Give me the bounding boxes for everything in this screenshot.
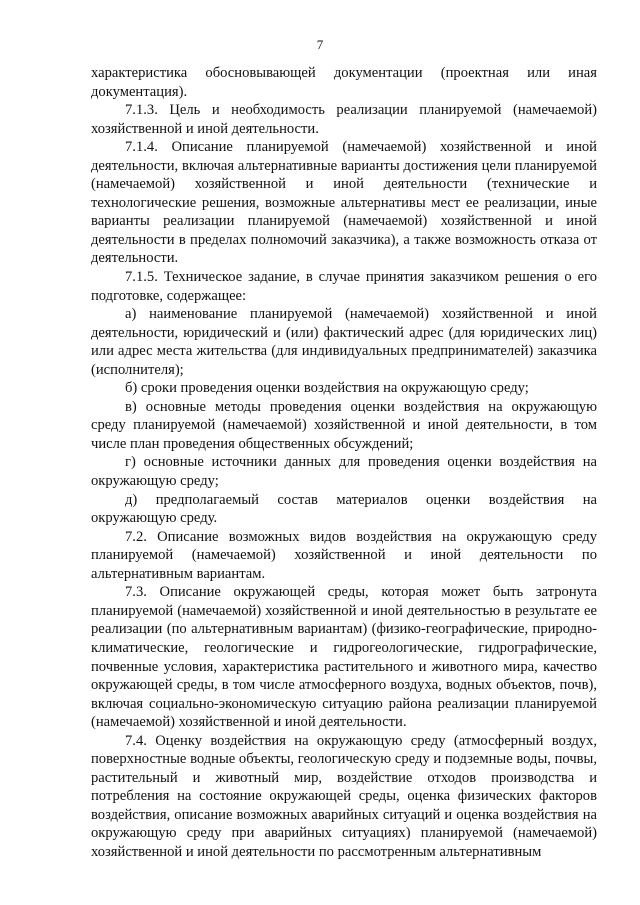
paragraph-7-3: 7.3. Описание окружающей среды, которая может быть затронута планируемой (намечаемой) хозяйственной и иной деятельностью в результате ее реализации (по альтернативным вариантам) (физико-географические, природно-климатические, геологические и гидрогеологические, гидрографические, почвенные условия, характеристика растительного и животного мира, качество окружающей среды, в том числе атмосферного воздуха, водных объектов, почв), включая социально-экономическую ситуацию района реализации планируемой (намечаемой) хозяйственной и иной деятельности. — [91, 584, 597, 731]
list-item-b: б) сроки проведения оценки воздействия на окружающую среду; — [125, 380, 529, 397]
paragraph-7-4: 7.4. Оценку воздействия на окружающую среду (атмосферный воздух, поверхностные водные объекты, геологическую среду и подземные воды, почвы, растительный и животный мир, воздействие отходов производства и потребления на состояние окружающей среды, оценка физических факторов воздействия, описание возможных аварийных ситуаций и оценка воздействия на окружающую среду при аварийных ситуациях) планируемой (намечаемой) хозяйственной и иной деятельности по рассмотренным альтернативным — [91, 732, 597, 860]
page-number: 7 — [316, 37, 324, 52]
paragraph-7-1-4: 7.1.4. Описание планируемой (намечаемой) хозяйственной и иной деятельности, включая альтернативные варианты достижения цели планируемой (намечаемой) хозяйственной и иной деятельности (технические и технологические решения, возможные альтернативы мест ее реализации, иные варианты реализации планируемой (намечаемой) хозяйственной и иной деятельности в пределах полномочий заказчика), а также возможность отказа от деятельности. — [91, 139, 597, 267]
paragraph-7-1-5: 7.1.5. Техническое задание, в случае принятия заказчиком решения о его подготовке, содержащее: — [91, 269, 597, 304]
list-item-d: д) предполагаемый состав материалов оценки воздействия на окружающую среду. — [91, 491, 597, 527]
list-item-a: а) наименование планируемой (намечаемой) хозяйственной и иной деятельности, юридический и (или) фактический адрес (для юридических лиц) или адрес места жительства (для индивидуальных предпринимателей) заказчика (исполнителя); — [91, 306, 597, 378]
document-body — [91, 64, 597, 862]
list-item-g: г) основные источники данных для проведения оценки воздействия на окружающую среду; — [91, 454, 597, 490]
paragraph-7-2: 7.2. Описание возможных видов воздействия на окружающую среду планируемой (намечаемой) хозяйственной и иной деятельности по альтернативным вариантам. — [91, 528, 597, 582]
list-item-v: в) основные методы проведения оценки воздействия на окружающую среду планируемой (намечаемой) хозяйственной и иной деятельности, в том числе план проведения общественных обсуждений; — [91, 398, 597, 452]
paragraph-continuation: характеристика обосновывающей документации (проектная или иная документация). — [91, 65, 597, 100]
paragraph-7-1-3: 7.1.3. Цель и необходимость реализации планируемой (намечаемой) хозяйственной и иной деятельности. — [91, 102, 597, 137]
